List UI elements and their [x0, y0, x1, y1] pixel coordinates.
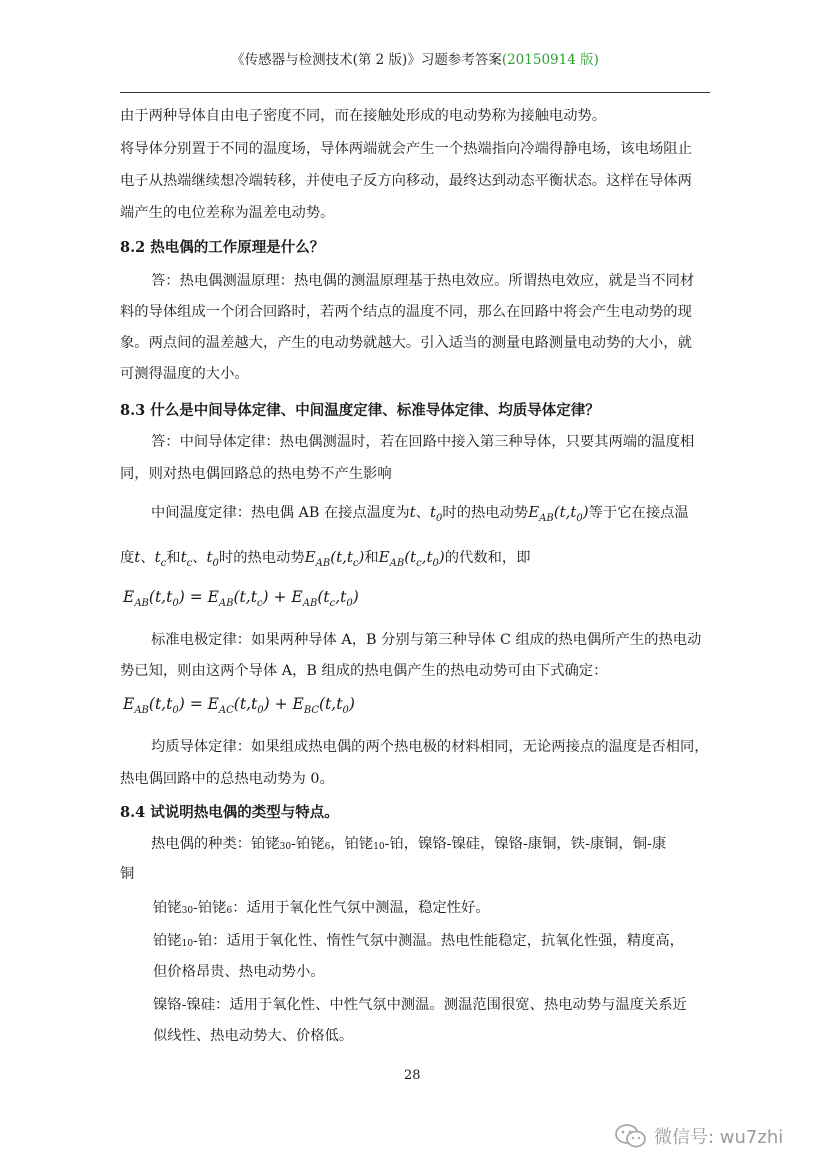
- paragraph-thermal-emf-l3: 端产生的电位差称为温差电动势。: [120, 205, 335, 221]
- wechat-icon: [614, 1122, 648, 1150]
- watermark-text: 微信号: wu7zhi: [654, 1127, 784, 1148]
- homogeneous-law-l2: 热电偶回路中的总热电动势为 0。: [120, 771, 334, 787]
- header-rule: [120, 92, 710, 93]
- answer-8-3-l2: 同，则对热电偶回路总的热电势不产生影响: [120, 466, 392, 482]
- standard-electrode-law-l1: 标准电极定律：如果两种导体 A，B 分别与第三种导体 C 组成的热电偶所产生的热电动: [151, 632, 702, 648]
- middle-temp-law-l2: 度t、$t_c$和$t_c$、$t_0$时的热电动势$E_{AB}(t,t_c)$和$E_{AB}(t_c,t_0)$的代数和，即: [120, 548, 531, 569]
- paragraph-thermal-emf-l2: 电子从热端继续想冷端转移，并使电子反方向移动，最终达到动态平衡状态。这样在导体两: [120, 173, 692, 189]
- math-eab-t-t0: $E_{AB}(t,t_0)$: [528, 503, 589, 524]
- paragraph-thermal-emf-l1: 将导体分别置于不同的温度场，导体两端就会产生一个热端指向冷端得静电场，该电场阻止: [120, 141, 692, 157]
- type-ptrh10-pt-l1: 铂铑10-铂：适用于氧化性、惰性气氛中测温。热电性能稳定，抗氧化性强，精度高，: [153, 933, 684, 949]
- header-version: (20150914 版): [501, 52, 599, 68]
- paragraph-contact-emf: 由于两种导体自由电子密度不同，而在接触处形成的电动势称为接触电动势。: [120, 108, 607, 124]
- middle-temp-law-l1: 中间温度定律：热电偶 AB 在接点温度为t、$t_0$时的热电动势$E_{AB}(t,t_0)$等于它在接点温: [151, 503, 689, 524]
- wechat-watermark: [614, 1116, 814, 1156]
- page-number: 28: [404, 1068, 421, 1083]
- equation-standard-electrode-law: $E_{AB}(t,t_0) = E_{AC}(t,t_0) + E_{BC}(t,t_0)$: [123, 695, 355, 717]
- math-t-t0: t: [409, 503, 416, 521]
- homogeneous-law-l1: 均质导体定律：如果组成热电偶的两个热电极的材料相同，无论两接点的温度是否相同，: [151, 739, 709, 755]
- header-title: 《传感器与检测技术(第 2 版)》习题参考答案: [231, 52, 502, 68]
- answer-8-2-l2: 料的导体组成一个闭合回路时，若两个结点的温度不同，那么在回路中将会产生电动势的现: [120, 304, 692, 320]
- thermocouple-types-l2: 铜: [120, 866, 135, 882]
- type-ptrh30-ptrh6: 铂铑30-铂铑6：适用于氧化性气氛中测温，稳定性好。: [153, 900, 490, 916]
- answer-8-2-l1: 答：热电偶测温原理：热电偶的测温原理基于热电效应。所谓热电效应，就是当不同材: [151, 273, 695, 289]
- type-ptrh10-pt-l2: 但价格昂贵、热电动势小。: [153, 964, 325, 980]
- standard-electrode-law-l2: 势已知，则由这两个导体 A，B 组成的热电偶产生的热电动势可由下式确定：: [120, 663, 608, 679]
- equation-middle-temp-law: $E_{AB}(t,t_0) = E_{AB}(t,t_c) + E_{AB}(t_c,t_0)$: [123, 588, 359, 610]
- question-heading-8-3: 8.3 什么是中间导体定律、中间温度定律、标准导体定律、均质导体定律？: [120, 402, 600, 419]
- answer-8-3-l1: 答：中间导体定律：热电偶测温时，若在回路中接入第三种导体，只要其两端的温度相: [151, 434, 695, 450]
- type-nicr-nisi-l2: 似线性、热电动势大、价格低。: [153, 1028, 354, 1044]
- answer-8-2-l4: 可测得温度的大小。: [120, 366, 249, 382]
- type-nicr-nisi-l1: 镍铬-镍硅：适用于氧化性、中性气氛中测温。测温范围很宽、热电动势与温度关系近: [153, 997, 687, 1013]
- question-heading-8-2: 8.2 热电偶的工作原理是什么？: [120, 239, 325, 256]
- answer-8-2-l3: 象。两点间的温差越大，产生的电动势就越大。引入适当的测量电路测量电动势的大小，就: [120, 335, 692, 351]
- thermocouple-types-l1: 热电偶的种类：铂铑30-铂铑6，铂铑10-铂，镍铬-镍硅，镍铬-康铜，铁-康铜，铜-康: [151, 836, 667, 852]
- question-heading-8-4: 8.4 试说明热电偶的类型与特点。: [120, 804, 339, 821]
- running-header: [120, 48, 710, 68]
